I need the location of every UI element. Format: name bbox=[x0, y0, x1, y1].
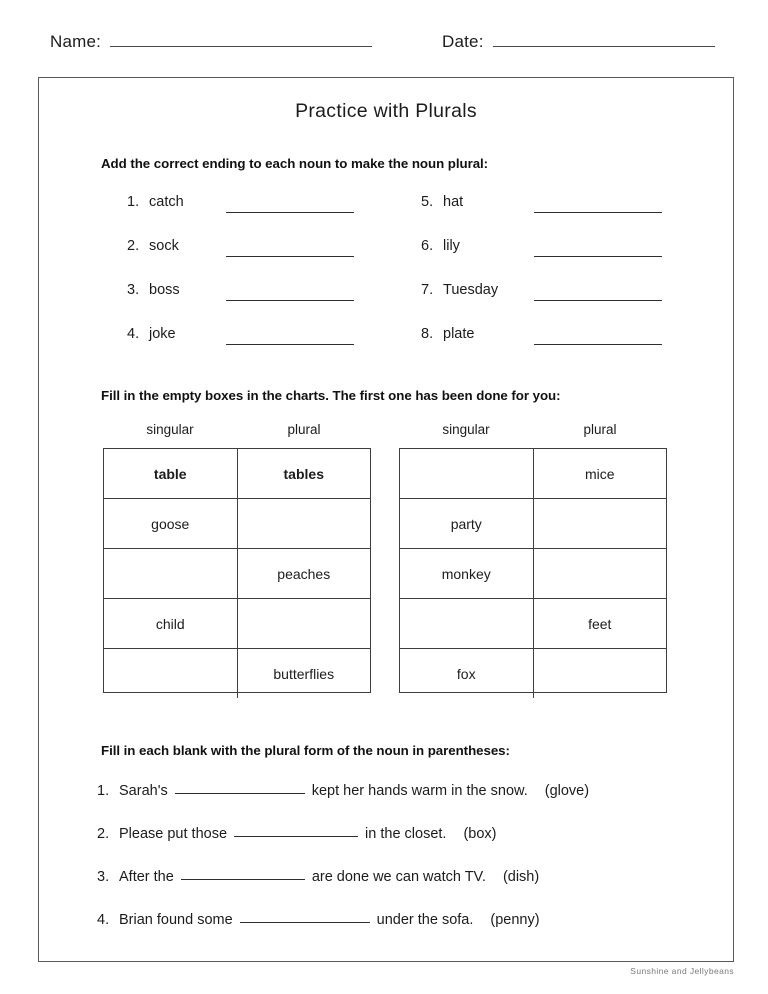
sentence-number: 1. bbox=[97, 783, 110, 799]
sentence-item bbox=[97, 826, 497, 842]
section-1-heading: Add the correct ending to each noun to make the noun plural: bbox=[101, 156, 489, 171]
sentence-noun-hint: (glove) bbox=[544, 783, 590, 799]
cell-singular[interactable] bbox=[400, 449, 533, 499]
chart-right-singular-header: singular bbox=[442, 422, 490, 437]
sentence-suffix: are done we can watch TV. bbox=[311, 869, 486, 885]
date-label: Date: bbox=[442, 32, 484, 51]
table-row bbox=[400, 599, 666, 649]
word-item bbox=[127, 238, 179, 254]
sentence-noun-hint: (box) bbox=[463, 826, 497, 842]
word-number: 6. bbox=[421, 238, 434, 254]
answer-line-5[interactable] bbox=[534, 212, 662, 213]
date-field[interactable] bbox=[442, 32, 715, 52]
answer-line-7[interactable] bbox=[534, 300, 662, 301]
cell-singular[interactable]: party bbox=[400, 499, 533, 549]
cell-plural[interactable]: mice bbox=[533, 449, 666, 499]
answer-line-8[interactable] bbox=[534, 344, 662, 345]
cell-plural[interactable] bbox=[533, 499, 666, 549]
page-title: Practice with Plurals bbox=[295, 100, 477, 122]
cell-plural[interactable]: butterflies bbox=[237, 649, 370, 699]
cell-plural[interactable]: feet bbox=[533, 599, 666, 649]
table-row bbox=[400, 499, 666, 549]
section-2-heading: Fill in the empty boxes in the charts. The first one has been done for you: bbox=[101, 388, 561, 403]
table-row bbox=[400, 649, 666, 699]
sentence-suffix: under the sofa. bbox=[376, 912, 474, 928]
answer-line-6[interactable] bbox=[534, 256, 662, 257]
chart-left-plural-header: plural bbox=[287, 422, 321, 437]
sentence-noun-hint: (penny) bbox=[490, 912, 540, 928]
cell-plural[interactable] bbox=[533, 549, 666, 599]
cell-singular[interactable]: monkey bbox=[400, 549, 533, 599]
cell-singular[interactable]: goose bbox=[104, 499, 237, 549]
answer-line-2[interactable] bbox=[226, 256, 354, 257]
cell-singular[interactable]: table bbox=[104, 449, 237, 499]
word-text: hat bbox=[443, 194, 464, 210]
cell-plural[interactable] bbox=[533, 649, 666, 699]
chart-left bbox=[103, 448, 371, 693]
answer-line-3[interactable] bbox=[226, 300, 354, 301]
sentence-prefix: Brian found some bbox=[119, 912, 233, 928]
word-number: 8. bbox=[421, 326, 434, 342]
worksheet-body bbox=[38, 77, 734, 962]
header-fields bbox=[50, 32, 722, 62]
word-item bbox=[421, 194, 463, 210]
answer-line-4[interactable] bbox=[226, 344, 354, 345]
word-number: 1. bbox=[127, 194, 140, 210]
word-text: Tuesday bbox=[443, 282, 499, 298]
answer-line-1[interactable] bbox=[226, 212, 354, 213]
table-row bbox=[104, 649, 370, 699]
cell-singular[interactable] bbox=[104, 649, 237, 699]
footer-credit: Sunshine and Jellybeans bbox=[630, 966, 734, 976]
table-row bbox=[104, 549, 370, 599]
word-item bbox=[127, 326, 176, 342]
sentence-prefix: Please put those bbox=[119, 826, 228, 842]
word-number: 7. bbox=[421, 282, 434, 298]
word-number: 5. bbox=[421, 194, 434, 210]
date-write-line[interactable] bbox=[493, 46, 715, 47]
word-number: 4. bbox=[127, 326, 140, 342]
word-number: 2. bbox=[127, 238, 140, 254]
sentence-prefix: Sarah's bbox=[119, 783, 168, 799]
chart-right bbox=[399, 448, 667, 693]
sentence-item bbox=[97, 783, 589, 799]
sentence-item bbox=[97, 912, 540, 928]
sentence-blank-line[interactable] bbox=[240, 922, 370, 923]
sentence-blank-line[interactable] bbox=[181, 879, 305, 880]
name-label: Name: bbox=[50, 32, 102, 51]
sentence-prefix: After the bbox=[119, 869, 174, 885]
sentence-suffix: kept her hands warm in the snow. bbox=[311, 783, 528, 799]
word-text: plate bbox=[443, 326, 475, 342]
cell-plural[interactable]: tables bbox=[237, 449, 370, 499]
cell-singular[interactable]: child bbox=[104, 599, 237, 649]
cell-singular[interactable] bbox=[400, 599, 533, 649]
sentence-number: 4. bbox=[97, 912, 110, 928]
sentence-blank-line[interactable] bbox=[234, 836, 358, 837]
cell-plural[interactable] bbox=[237, 499, 370, 549]
section-3-heading: Fill in each blank with the plural form of the noun in parentheses: bbox=[101, 743, 510, 758]
table-row bbox=[400, 449, 666, 499]
chart-left-singular-header: singular bbox=[146, 422, 194, 437]
word-item bbox=[421, 238, 460, 254]
cell-singular[interactable] bbox=[104, 549, 237, 599]
word-text: sock bbox=[149, 238, 179, 254]
word-item bbox=[421, 282, 498, 298]
cell-singular[interactable]: fox bbox=[400, 649, 533, 699]
name-write-line[interactable] bbox=[110, 46, 372, 47]
table-row bbox=[104, 599, 370, 649]
sentence-blank-line[interactable] bbox=[175, 793, 305, 794]
sentence-suffix: in the closet. bbox=[365, 826, 447, 842]
sentence-noun-hint: (dish) bbox=[502, 869, 540, 885]
word-item bbox=[127, 282, 180, 298]
table-row bbox=[400, 549, 666, 599]
name-field[interactable] bbox=[50, 32, 372, 52]
word-item bbox=[127, 194, 184, 210]
table-row bbox=[104, 499, 370, 549]
word-number: 3. bbox=[127, 282, 140, 298]
word-text: joke bbox=[149, 326, 176, 342]
word-item bbox=[421, 326, 474, 342]
plural-ending-exercise bbox=[39, 194, 733, 364]
sentence-number: 2. bbox=[97, 826, 110, 842]
table-row bbox=[104, 449, 370, 499]
chart-right-plural-header: plural bbox=[583, 422, 617, 437]
word-text: catch bbox=[149, 194, 184, 210]
word-text: lily bbox=[443, 238, 460, 254]
cell-plural[interactable]: peaches bbox=[237, 549, 370, 599]
sentence-item bbox=[97, 869, 539, 885]
cell-plural[interactable] bbox=[237, 599, 370, 649]
sentence-number: 3. bbox=[97, 869, 110, 885]
word-text: boss bbox=[149, 282, 180, 298]
